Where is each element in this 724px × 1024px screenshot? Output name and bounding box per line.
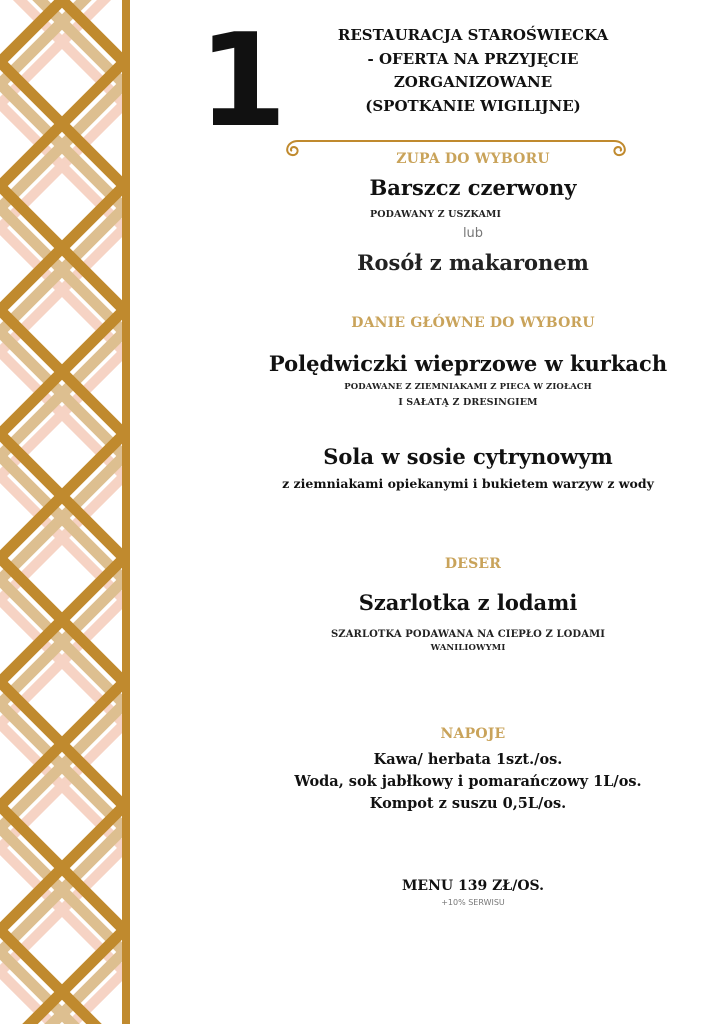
dish-note-szarlotka-2: WANILIOWYMI [430, 643, 506, 653]
drink-line: Woda, sok jabłkowy i pomarańczowy 1L/os. [294, 773, 642, 790]
dish-rosol: Rosół z makaronem [357, 250, 589, 275]
dish-poledwiczki: Polędwiczki wieprzowe w kurkach [268, 351, 668, 376]
chevron-stripe [0, 0, 124, 62]
gold-vertical-bar [122, 0, 130, 1024]
service-charge: +10% SERWISU [441, 898, 505, 907]
dish-note-szarlotka-1: SZARLOTKA PODAWANA NA CIEPŁO Z LODAMI [330, 629, 606, 640]
or-label: lub [462, 226, 484, 241]
dish-note-barszcz: PODAWANY Z USZKAMI [370, 209, 502, 220]
dish-note-sola: z ziemniakami opiekanymi i bukietem warzyw z wody [282, 476, 654, 491]
dish-barszcz: Barszcz czerwony [369, 175, 577, 200]
chevron-stripe [0, 620, 124, 682]
section-heading-drinks: NAPOJE [440, 726, 506, 742]
drink-line: Kompot z suszu 0,5L/os. [369, 795, 567, 812]
title-line: - OFERTA NA PRZYJĘCIE [367, 49, 579, 68]
chevron-stripe [0, 868, 124, 930]
chevron-stripe [0, 372, 124, 434]
title-line: ZORGANIZOWANE [393, 73, 553, 91]
title-line: (SPOTKANIE WIGILIJNE) [365, 96, 581, 115]
chevron-stripe [0, 744, 124, 806]
chevron-stripe [0, 124, 124, 186]
dish-note-poledwiczki-2: I SAŁATĄ Z DRESINGIEM [398, 397, 538, 408]
drinks-list [268, 749, 668, 815]
drink-line: Kawa/ herbata 1szt./os. [373, 751, 563, 768]
title-line: RESTAURACJA STAROŚWIECKA [337, 26, 609, 44]
chevron-stripe [0, 496, 124, 558]
section-heading-soup: ZUPA DO WYBORU [396, 151, 550, 167]
chevron-pattern-decoration [0, 0, 124, 1024]
menu-price: MENU 139 ZŁ/OS. [401, 878, 545, 894]
chevron-stripe [0, 248, 124, 310]
section-heading-main: DANIE GŁÓWNE DO WYBORU [351, 315, 595, 331]
chevron-stripe [0, 1014, 124, 1024]
dish-note-poledwiczki-1: PODAWANE Z ZIEMNIAKAMI Z PIECA W ZIOŁACH [344, 382, 592, 392]
menu-number: 1 [198, 7, 284, 156]
dish-szarlotka: Szarlotka z lodami [358, 590, 578, 615]
section-heading-dessert: DESER [444, 556, 502, 572]
page-title [318, 24, 628, 118]
dish-sola: Sola w sosie cytrynowym [323, 444, 613, 469]
